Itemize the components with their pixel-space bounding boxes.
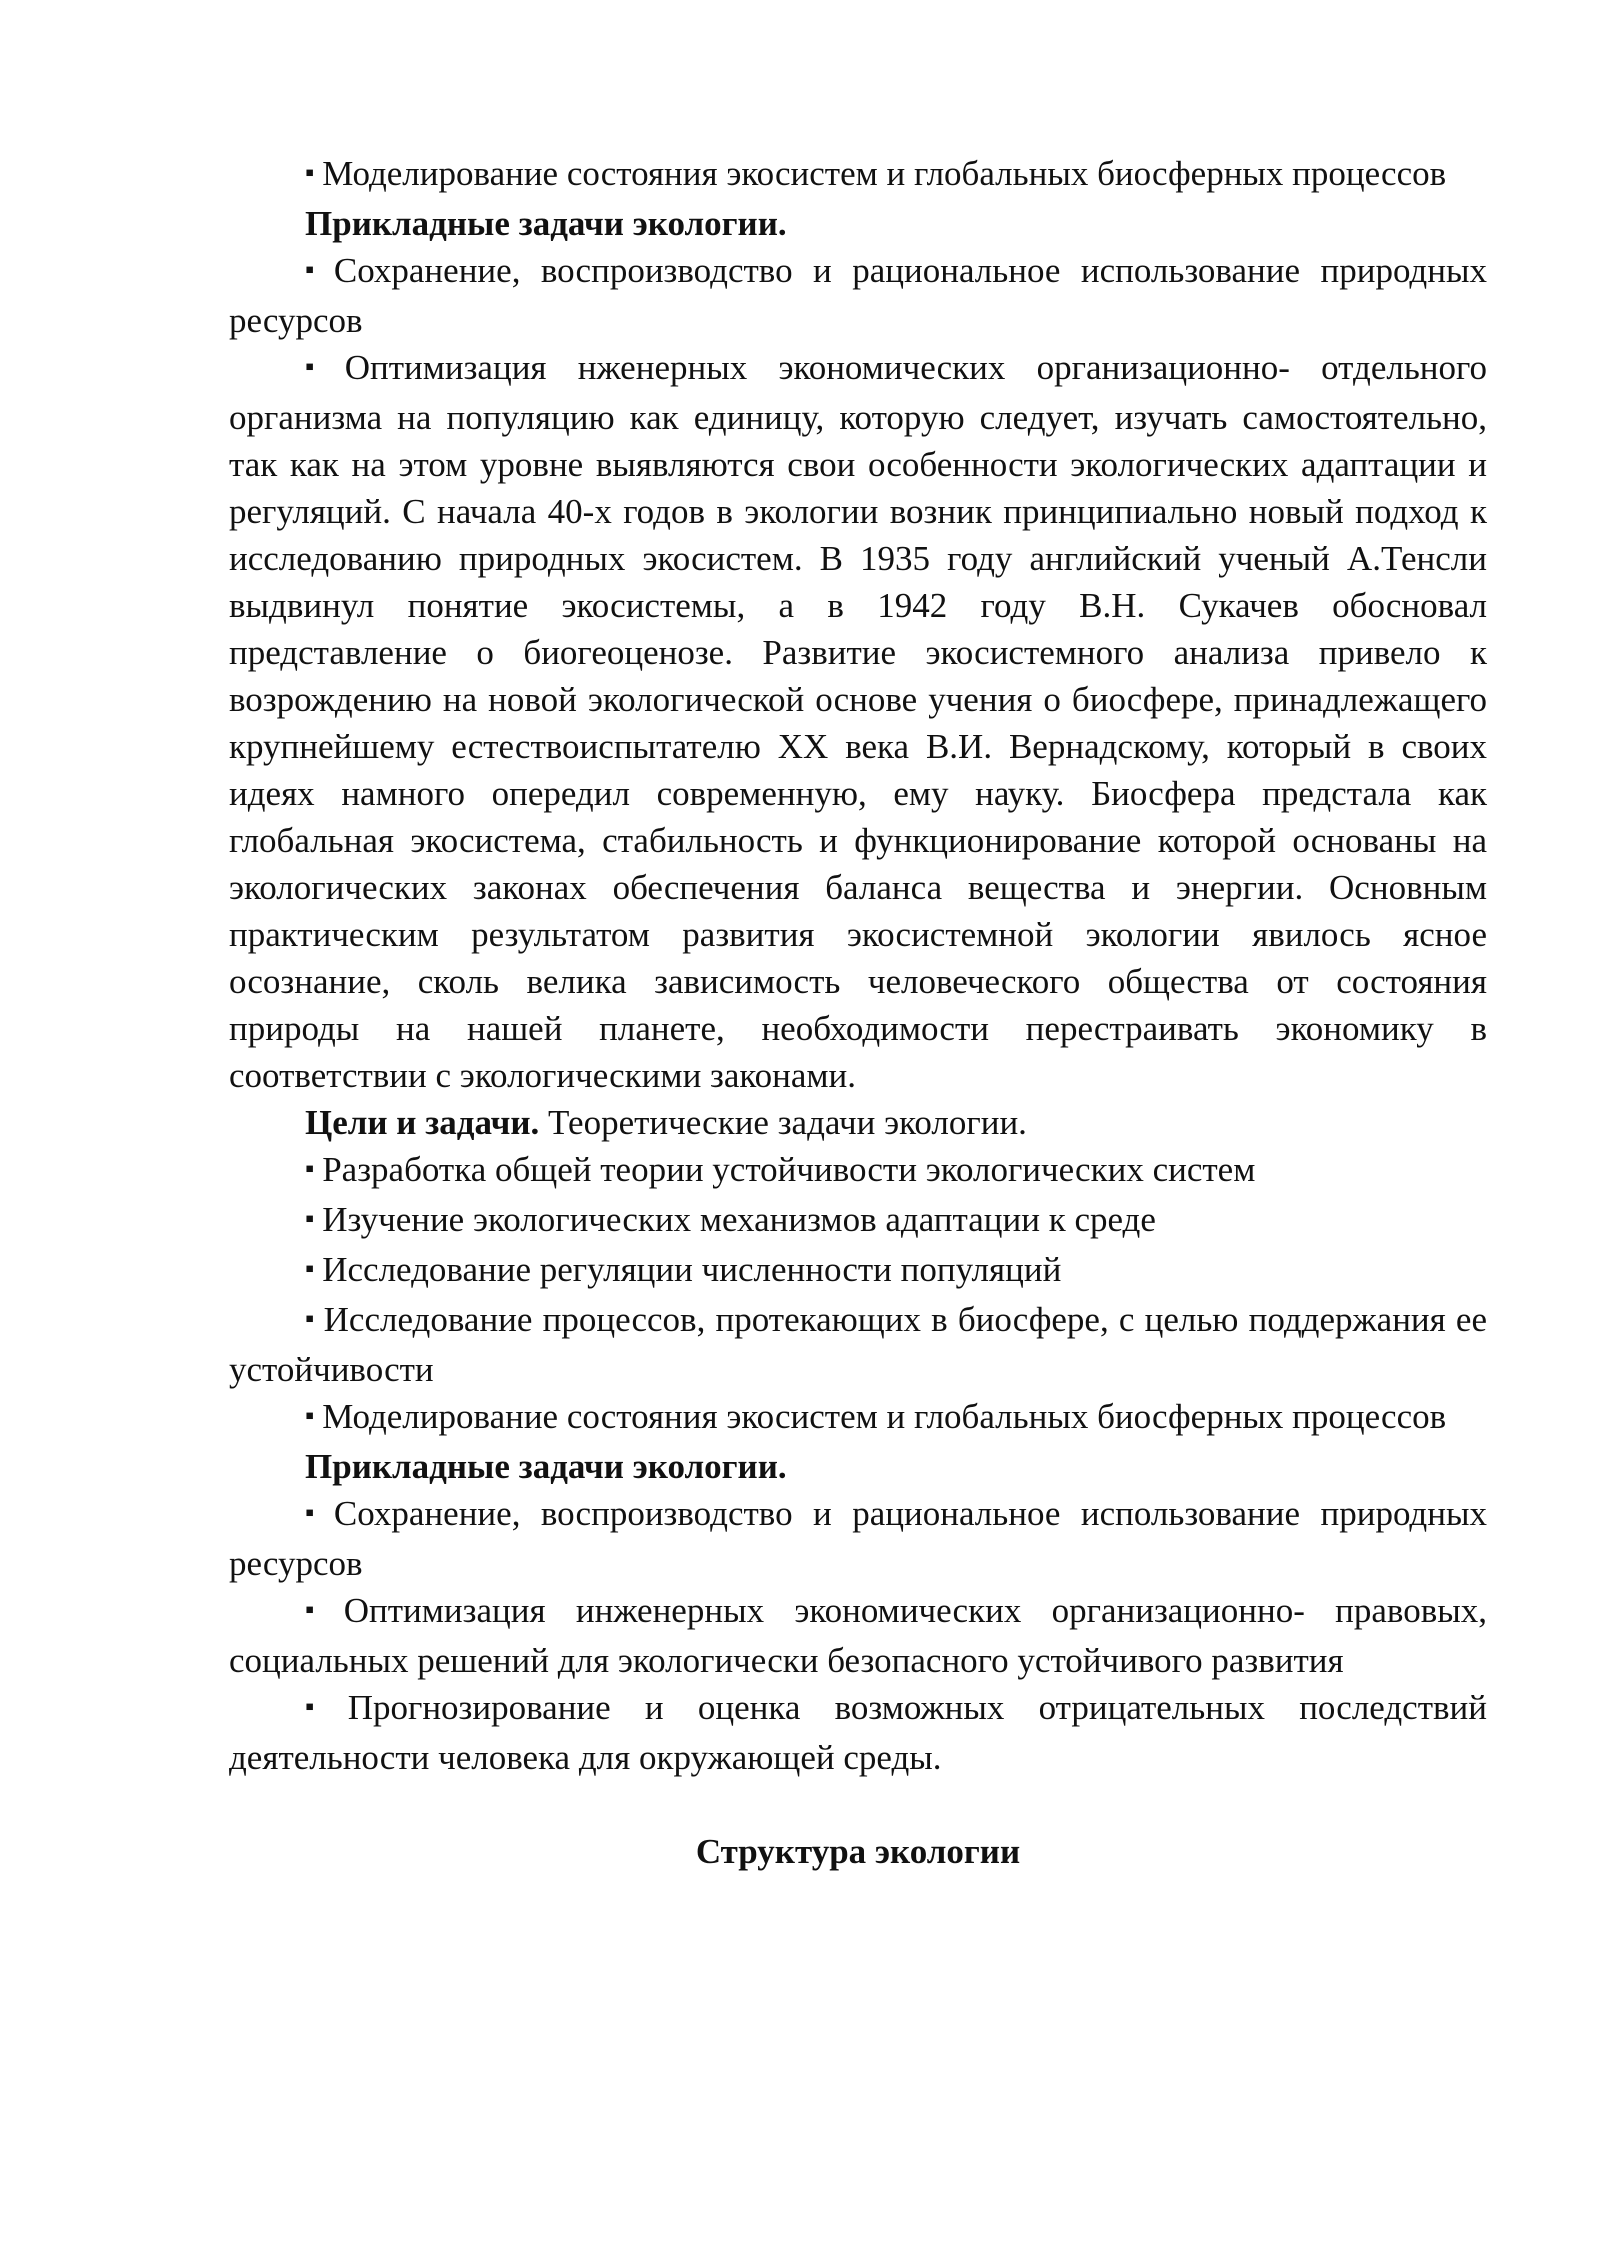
long-paragraph xyxy=(229,344,1487,1099)
bullet-text: Исследование процессов, протекающих в биосфере, с целью поддержания ее устойчивости xyxy=(229,1300,1487,1389)
square-bullet-icon: ▪ xyxy=(305,1304,316,1333)
bullet-item-conservation-1 xyxy=(229,247,1487,344)
bullet-item-theory-4 xyxy=(229,1296,1487,1393)
square-bullet-icon: ▪ xyxy=(305,255,326,284)
square-bullet-icon: ▪ xyxy=(305,1595,336,1624)
bullet-item-modeling-top xyxy=(229,150,1487,200)
square-bullet-icon: ▪ xyxy=(305,1204,315,1233)
square-bullet-icon: ▪ xyxy=(305,1401,315,1430)
bullet-item-applied-3 xyxy=(229,1684,1487,1781)
square-bullet-icon: ▪ xyxy=(305,1154,315,1183)
bullet-text: Сохранение, воспроизводство и рациональное использование природных ресурсов xyxy=(229,1494,1487,1583)
bullet-item-theory-1 xyxy=(229,1146,1487,1196)
square-bullet-icon: ▪ xyxy=(305,1498,326,1527)
applied-tasks-heading-1: Прикладные задачи экологии. xyxy=(305,204,787,243)
bullet-text: Прогнозирование и оценка возможных отрицательных последствий деятельности человека для окружающей среды. xyxy=(229,1688,1487,1777)
bullet-text: Оптимизация инженерных экономических организационно- правовых, социальных решений для экологически безопасного устойчивого развития xyxy=(229,1591,1487,1680)
bullet-text: Изучение экологических механизмов адаптации к среде xyxy=(322,1200,1156,1239)
bullet-item-applied-1 xyxy=(229,1490,1487,1587)
bullet-text: Моделирование состояния экосистем и глобальных биосферных процессов xyxy=(322,154,1447,193)
square-bullet-icon: ▪ xyxy=(305,352,337,381)
goals-text: Теоретические задачи экологии. xyxy=(539,1103,1027,1142)
goals-label: Цели и задачи. xyxy=(305,1103,540,1142)
bullet-text: Моделирование состояния экосистем и глобальных биосферных процессов xyxy=(322,1397,1447,1436)
applied-tasks-heading-2: Прикладные задачи экологии. xyxy=(305,1447,787,1486)
section-title: Структура экологии xyxy=(695,1832,1021,1871)
square-bullet-icon: ▪ xyxy=(305,1692,340,1721)
bullet-item-theory-2 xyxy=(229,1196,1487,1246)
bullet-text: Исследование регуляции численности популяций xyxy=(322,1250,1062,1289)
bullet-text: Разработка общей теории устойчивости экологических систем xyxy=(322,1150,1256,1189)
goals-line xyxy=(229,1099,1487,1146)
bullet-item-theory-5 xyxy=(229,1393,1487,1443)
square-bullet-icon: ▪ xyxy=(305,158,315,187)
paragraph-text: Оптимизация нженерных экономических организационно- отдельного организма на популяцию как единицу, которую следует, изучать самостоятельно, так как на этом уровне выявляются свои особенности экологических адаптации и регуляций. С начала 40-х годов в экологии возник принципиально новый подход к исследованию природных экосистем. В 1935 году английский ученый А.Тенсли выдвинул понятие экосистемы, а в 1942 году В.Н. Сукачев обосновал представление о биогеоценозе. Развитие экосистемного анализа привело к возрождению на новой экологической основе учения о биосфере, принадлежащего крупнейшему естествоиспытателю XX века В.И. Вернадскому, который в своих идеях намного опередил современную, ему науку. Биосфера предстала как глобальная экосистема, стабильность и функционирование которой основаны на экологических законах обеспечения баланса вещества и энергии. Основным практическим результатом развития экосистемной экологии явилось ясное осознание, сколь велика зависимость человеческого общества от состояния природы на нашей планете, необходимости перестраивать экономику в соответствии с экологическими законами. xyxy=(229,348,1487,1095)
bullet-text: Сохранение, воспроизводство и рациональное использование природных ресурсов xyxy=(229,251,1487,340)
square-bullet-icon: ▪ xyxy=(305,1254,315,1283)
bullet-item-theory-3 xyxy=(229,1246,1487,1296)
bullet-item-applied-2 xyxy=(229,1587,1487,1684)
document-page xyxy=(229,150,1487,1875)
